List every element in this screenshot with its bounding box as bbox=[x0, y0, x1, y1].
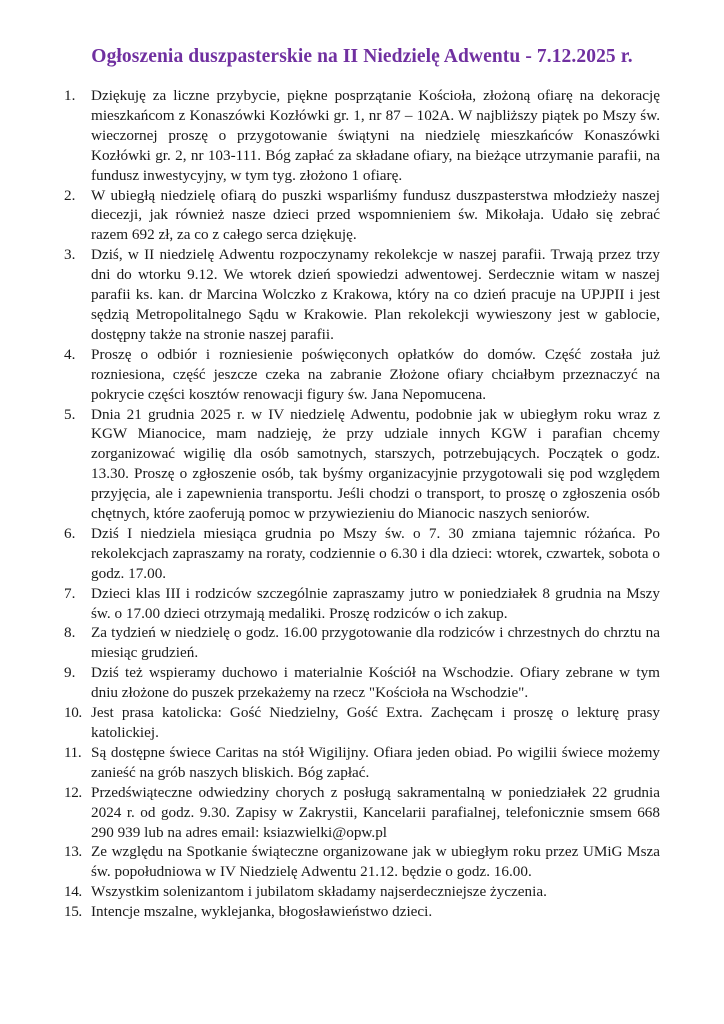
item-text: Proszę o odbiór i rozniesienie poświęconych opłatków do domów. Część została już rozniesiona, część jeszcze czeka na zabranie Złożone ofiary chciałbym przeznaczyć na pokrycie części kosztów renowacji figury św. Jana Nepomucena. bbox=[91, 345, 660, 403]
announcement-item bbox=[64, 345, 660, 405]
announcement-item bbox=[64, 186, 660, 246]
announcement-item bbox=[64, 663, 660, 703]
item-text: Intencje mszalne, wyklejanka, błogosławieństwo dzieci. bbox=[91, 903, 433, 921]
item-text: W ubiegłą niedzielę ofiarą do puszki wsparliśmy fundusz duszpasterstwa młodzieży naszej diecezji, jak również nasze dzieci przed wspomnieniem św. Mikołaja. Udało się zebrać razem 692 zł, za co z całego serca dziękuję. bbox=[91, 186, 660, 244]
announcement-item bbox=[64, 783, 660, 843]
item-text: Dzieci klas III i rodziców szczególnie zapraszamy jutro w poniedziałek 8 grudnia na Mszy św. o 17.00 dzieci otrzymają medaliki. Proszę rodziców o ich zakup. bbox=[91, 584, 660, 622]
item-text: Dziś też wspieramy duchowo i materialnie Kościół na Wschodzie. Ofiary zebrane w tym dniu złożone do puszek przekażemy na rzecz "Kościoła na Wschodzie". bbox=[91, 664, 660, 702]
item-number: 9. bbox=[64, 664, 76, 682]
item-text: Dnia 21 grudnia 2025 r. w IV niedzielę Adwentu, podobnie jak w ubiegłym roku wraz z KGW Mianocice, mam nadzieję, że przy udziale innych KGW i parafian chcemy zorganizować wigilię dla osób samotnych, starszych, potrzebujących. Początek o godz. 13.30. Proszę o zgłoszenie osób, tak byśmy organizacyjnie przygotowali się pod względem przyjęcia, ale i zapewnienia transportu. Jeśli chodzi o transport, to proszę o zgłoszenia osób chętnych, które zaoferują pomoc w przywiezieniu do Mianocic naszych seniorów. bbox=[91, 405, 660, 523]
announcement-item bbox=[64, 882, 660, 902]
item-text: Dziś I niedziela miesiąca grudnia po Mszy św. o 7. 30 zmiana tajemnic różańca. Po rekolekcjach zapraszamy na roraty, codziennie o 6.30 i dla dzieci: wtorek, czwartek, sobota o godz. 17.00. bbox=[91, 524, 660, 582]
item-number: 14. bbox=[64, 883, 82, 901]
item-number: 15. bbox=[64, 903, 82, 921]
item-text: Są dostępne świece Caritas na stół Wigilijny. Ofiara jeden obiad. Po wigilii świece możemy zanieść na grób naszych bliskich. Bóg zapłać. bbox=[91, 743, 660, 781]
page-title: Ogłoszenia duszpasterskie na II Niedzielę Adwentu - 7.12.2025 r. bbox=[91, 46, 633, 67]
announcement-item bbox=[64, 86, 660, 186]
announcement-item bbox=[64, 405, 660, 524]
announcements-list bbox=[64, 86, 660, 922]
item-text: Wszystkim solenizantom i jubilatom składamy najserdeczniejsze życzenia. bbox=[91, 883, 547, 901]
announcement-item bbox=[64, 584, 660, 624]
announcement-item bbox=[64, 902, 660, 922]
announcement-item bbox=[64, 842, 660, 882]
item-text: Ze względu na Spotkanie świąteczne organizowane jak w ubiegłym roku przez UMiG Msza św. popołudniowa w IV Niedzielę Adwentu 21.12. będzie o godz. 16.00. bbox=[91, 843, 660, 881]
item-text: Dziś, w II niedzielę Adwentu rozpoczynamy rekolekcje w naszej parafii. Trwają przez trzy dni do wtorku 9.12. We wtorek dzień spowiedzi adwentowej. Serdecznie witam w naszej parafii ks. kan. dr Marcina Wolczko z Krakowa, który na co dzień pracuje na UPJPII i jest sędzią Metropolitalnego Sądu w Krakowie. Plan rekolekcji wywieszony jest w gablocie, dostępny także na stronie naszej parafii. bbox=[91, 246, 660, 343]
announcement-item bbox=[64, 703, 660, 743]
item-text: Za tydzień w niedzielę o godz. 16.00 przygotowanie dla rodziców i chrzestnych do chrztu na miesiąc grudzień. bbox=[91, 624, 660, 662]
item-text: Jest prasa katolicka: Gość Niedzielny, Gość Extra. Zachęcam i proszę o lekturę prasy katolickiej. bbox=[91, 704, 660, 741]
item-number: 8. bbox=[64, 624, 76, 642]
item-number: 3. bbox=[64, 246, 76, 264]
item-number: 7. bbox=[64, 584, 76, 602]
announcement-item bbox=[64, 245, 660, 345]
item-number: 13. bbox=[64, 843, 82, 861]
announcement-item bbox=[64, 524, 660, 584]
item-number: 6. bbox=[64, 524, 76, 542]
item-number: 2. bbox=[64, 186, 76, 204]
item-number: 12. bbox=[64, 783, 82, 801]
item-number: 10. bbox=[64, 704, 82, 722]
item-number: 4. bbox=[64, 345, 76, 363]
item-number: 11. bbox=[64, 743, 82, 761]
item-number: 1. bbox=[64, 87, 76, 104]
item-number: 5. bbox=[64, 405, 76, 423]
announcement-item bbox=[64, 623, 660, 663]
announcement-item bbox=[64, 743, 660, 783]
item-text: Dziękuję za liczne przybycie, piękne posprzątanie Kościoła, złożoną ofiarę na dekorację mieszkańcom z Konaszówki Kozłówki gr. 1, nr 87 – 102A. W najbliższy piątek po Mszy św. wieczornej proszę o przygotowanie świątyni na niedzielę mieszkańców Konaszówki Kozłówki gr. 2, nr 103-111. Bóg zapłać za składane ofiary, na bieżące utrzymanie parafii, na fundusz inwestycyjny, w tym tyg. złożono 1 ofiarę. bbox=[91, 87, 660, 184]
item-text: Przedświąteczne odwiedziny chorych z posługą sakramentalną w poniedziałek 22 grudnia 2024 r. od godz. 9.30. Zapisy w Zakrystii, Kancelarii parafialnej, telefonicznie smsem 668 290 939 lub na adres email: ksiazwielki@opw.pl bbox=[91, 783, 660, 841]
